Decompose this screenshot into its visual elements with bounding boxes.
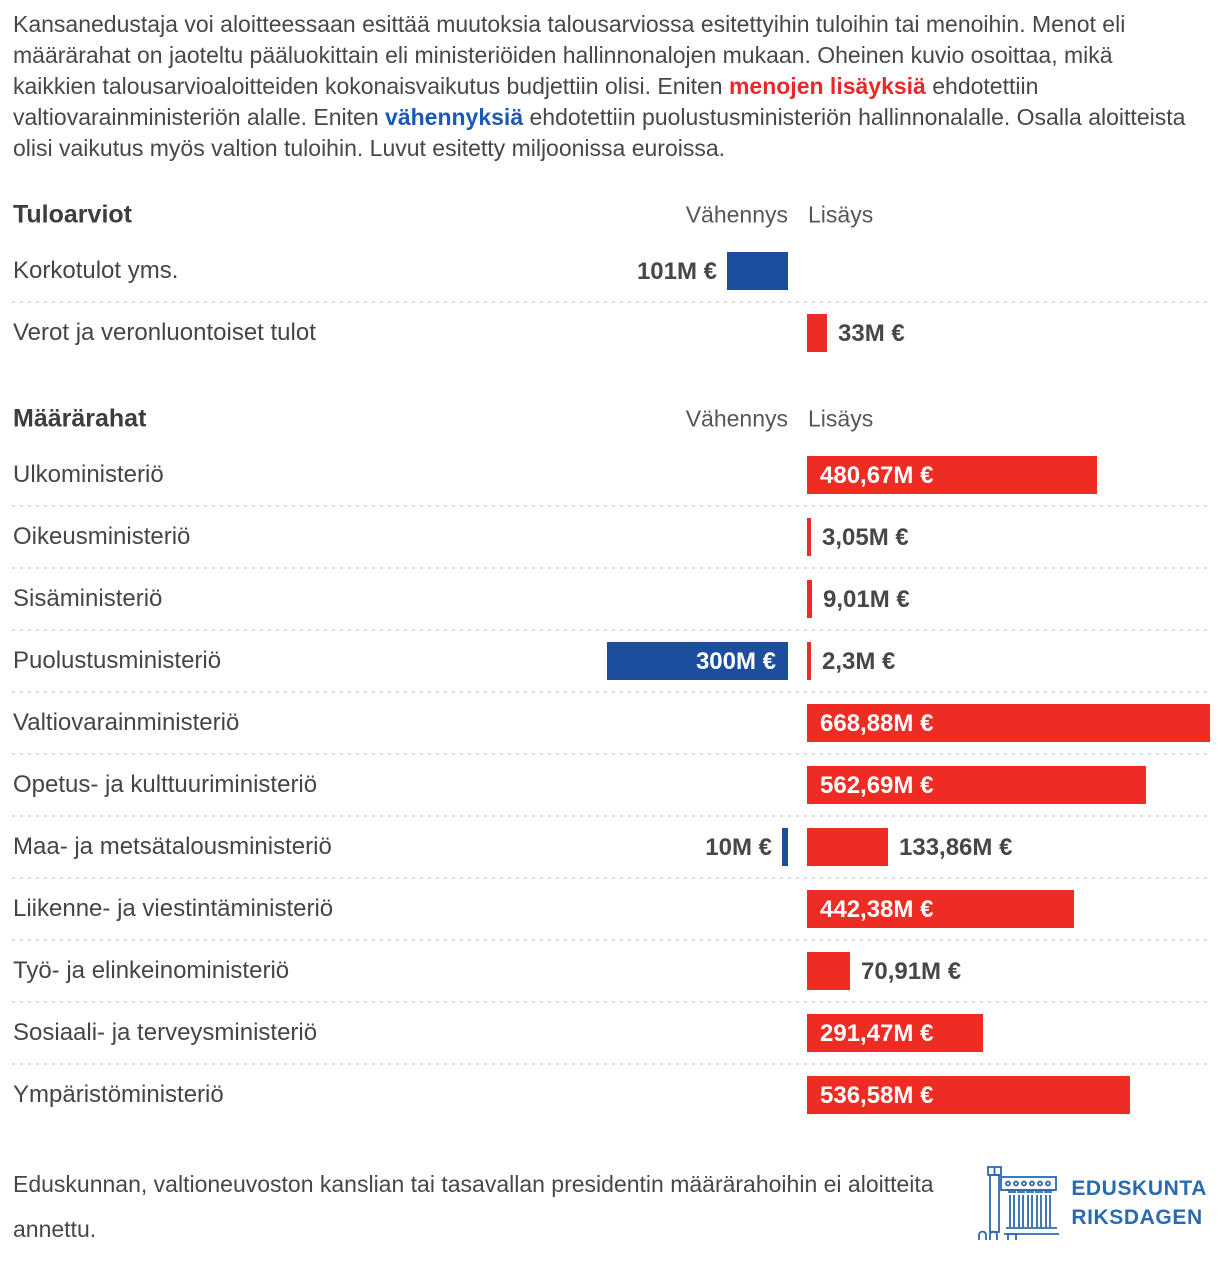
section-header [0,190,1220,240]
row-label: Oikeusministeriö [13,523,191,550]
chart-row [0,816,1220,878]
increase-bar [807,952,850,990]
chart-row [0,1064,1220,1126]
increase-value: 133,86M € [899,834,1013,861]
row-label: Maa- ja metsätalousministeriö [13,833,332,860]
row-label: Sosiaali- ja terveysministeriö [13,1019,318,1046]
row-label: Korkotulot yms. [13,257,179,284]
row-label: Valtiovarainministeriö [13,709,240,736]
increase-bar [807,828,888,866]
decrease-value: 10M € [705,834,772,861]
chart-row [0,692,1220,754]
section-header [0,394,1220,444]
section-title: Tuloarviot [13,200,132,229]
column-header-decrease: Vähennys [685,201,788,228]
increase-value: 70,91M € [861,958,962,985]
row-label: Puolustusministeriö [13,647,222,674]
row-label: Työ- ja elinkeinoministeriö [13,957,290,984]
chart-row [0,240,1220,302]
logo-text [1071,1174,1207,1232]
increase-value: 9,01M € [823,586,910,613]
logo-line-1: EDUSKUNTA [1071,1177,1207,1200]
increase-value: 562,69M € [820,772,934,799]
increase-bar [807,580,812,618]
increase-bar [807,642,811,680]
row-label: Ulkoministeriö [13,461,164,488]
decrease-value: 300M € [695,648,776,675]
intro-segment: vähennyksiä [385,104,524,130]
chart-section [0,394,1220,1126]
column-header-increase: Lisäys [808,405,874,432]
decrease-bar [782,828,788,866]
section-title: Määrärahat [13,404,147,433]
chart [0,190,1220,1126]
chart-row [0,940,1220,1002]
eduskunta-logo [975,1164,1207,1242]
chart-row [0,754,1220,816]
increase-bar [807,518,811,556]
chart-row [0,1002,1220,1064]
footer-note: Eduskunnan, valtioneuvoston kanslian tai tasavallan presidentin määrärahoihin ei aloitteita annettu. [13,1171,934,1242]
intro-segment: ehdotettiin valtiovarainministeriön alalle. Eniten [13,73,1039,130]
logo-line-2: RIKSDAGEN [1071,1206,1203,1229]
increase-value: 33M € [838,320,905,347]
column-header-increase: Lisäys [808,201,874,228]
column-header-decrease: Vähennys [685,405,788,432]
chart-row [0,630,1220,692]
chart-row [0,568,1220,630]
increase-value: 480,67M € [820,462,934,489]
increase-value: 536,58M € [820,1082,934,1109]
chart-row [0,444,1220,506]
intro-segment: ehdotettiin puolustusministeriön hallinnonalalle. Osalla aloitteista olisi vaikutus myös valtion tuloihin. Luvut esitetty miljoonissa euroissa. [13,104,1186,161]
intro-segment: menojen lisäyksiä [728,73,926,99]
increase-value: 442,38M € [820,896,934,923]
increase-value: 668,88M € [820,710,934,737]
chart-row [0,506,1220,568]
chart-row [0,878,1220,940]
increase-value: 3,05M € [822,524,909,551]
decrease-value: 101M € [636,258,717,285]
row-label: Liikenne- ja viestintäministeriö [13,895,334,922]
intro-paragraph [13,9,1202,164]
chart-row [0,302,1220,364]
row-label: Ympäristöministeriö [13,1081,224,1108]
intro-segment: Kansanedustaja voi aloitteessaan esittää muutoksia talousarviossa esitettyihin tuloihin tai menoihin. Menot eli määrärahat on jaoteltu pääluokittain eli ministeriöiden hallinnonalojen mukaan. Oheinen kuvio osoittaa, mikä kaikkien talousarvioaloitteiden kokonaisvaikutus budjettiin olisi. Eniten [13,11,1126,99]
row-label: Verot ja veronluontoiset tulot [13,319,316,346]
decrease-bar [727,252,788,290]
parliament-icon [975,1164,1059,1242]
increase-value: 2,3M € [822,648,896,675]
increase-value: 291,47M € [820,1020,934,1047]
chart-section [0,190,1220,364]
row-label: Opetus- ja kulttuuriministeriö [13,771,318,798]
row-label: Sisäministeriö [13,585,163,612]
footer [13,1162,1207,1252]
increase-bar [807,314,827,352]
